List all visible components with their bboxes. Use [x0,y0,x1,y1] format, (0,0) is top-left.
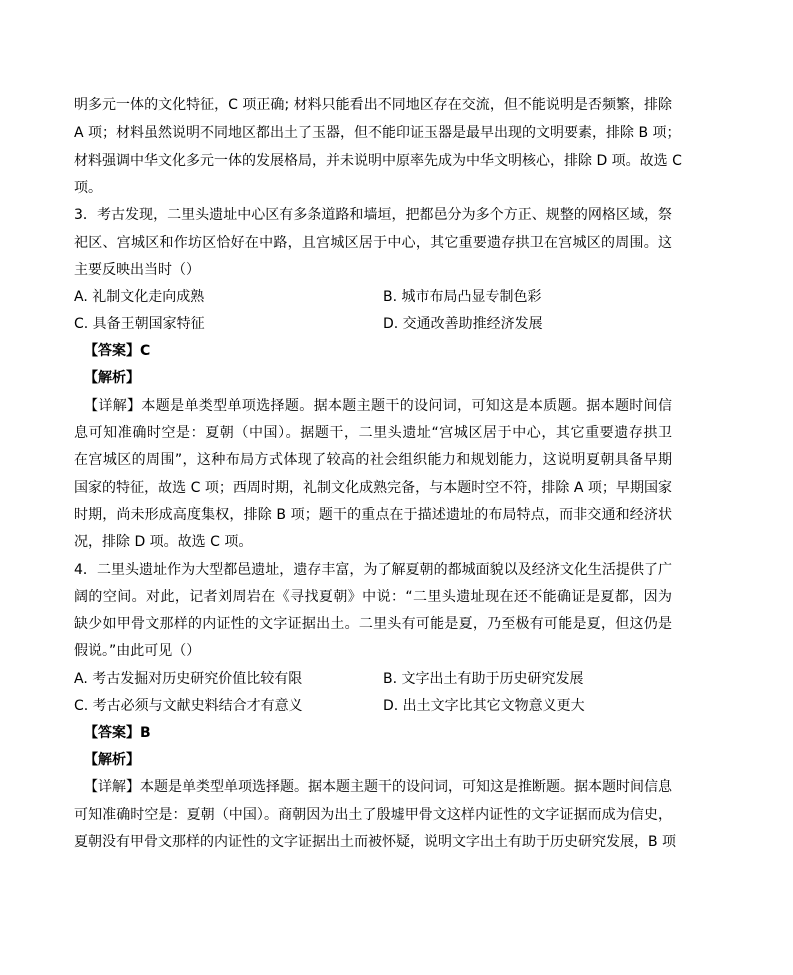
question-4-option-d: D. 出土文字比其它文物意义更大 [383,698,585,714]
question-3-option-c: C. 具备王朝国家特征 [74,316,205,332]
question-4-stem: 阔的空间。对此，记者刘周岩在《寻找夏朝》中说：“二里头遗址现在还不能确证是夏都，因为 [74,589,672,605]
question-3-answer: 【答案】C [84,343,151,359]
text-line: 材料强调中华文化多元一体的发展格局，并未说明中原率先成为中华文明核心，排除 D 项。故选 C [74,153,682,169]
question-3-option-b: B. 城市布局凸显专制色彩 [383,289,542,305]
question-3-stem: 主要反映出当时（） [74,262,200,278]
question-3-detail: 国家的特征，故选 C 项；西周时期，礼制文化成熟完备，与本题时空不符，排除 A 项；早期国家 [74,480,672,496]
question-3-stem: 3．考古发现，二里头遗址中心区有多条道路和墙垣，把都邑分为多个方正、规整的网格区域，祭 [74,207,672,223]
question-3-analysis-label: 【解析】 [84,370,140,386]
question-4-option-a: A. 考古发掘对历史研究价值比较有限 [74,671,303,687]
text-line: 明多元一体的文化特征，C 项正确; 材料只能看出不同地区存在交流，但不能说明是否频繁，排除 [74,97,672,113]
question-3-stem: 祀区、宫城区和作坊区恰好在中路，且宫城区居于中心，其它重要遗存拱卫在宫城区的周围。这 [74,235,672,251]
question-4-analysis-label: 【解析】 [84,752,140,768]
question-3-detail: 在宫城区的周围”，这种布局方式体现了较高的社会组织能力和规划能力，这说明夏朝具备早期 [74,452,672,468]
text-line: A 项；材料虽然说明不同地区都出土了玉器，但不能印证玉器是最早出现的文明要素，排除 B 项； [74,125,681,141]
question-3-option-a: A. 礼制文化走向成熟 [74,289,205,305]
question-4-option-c: C. 考古必须与文献史料结合才有意义 [74,698,303,714]
question-4-stem: 缺少如甲骨文那样的内证性的文字证据出土。二里头有可能是夏，乃至极有可能是夏，但这仍是 [74,616,672,632]
text-line: 项。 [74,180,102,196]
question-4-detail: 夏朝没有甲骨文那样的内证性的文字证据出土而被怀疑，说明文字出土有助于历史研究发展，B 项 [74,834,677,850]
question-4-option-b: B. 文字出土有助于历史研究发展 [383,671,584,687]
question-4-detail: 可知准确时空是：夏朝（中国）。商朝因为出土了殷墟甲骨文这样内证性的文字证据而成为信史， [74,807,672,823]
question-3-detail: 【详解】本题是单类型单项选择题。据本题主题干的设问词，可知这是本质题。据本题时间信 [84,398,672,414]
question-3-option-d: D. 交通改善助推经济发展 [383,316,543,332]
question-3-detail: 息可知准确时空是：夏朝（中国）。据题干，二里头遗址“宫城区居于中心，其它重要遗存拱卫 [74,425,672,441]
question-3-detail: 时期，尚未形成高度集权，排除 B 项；题干的重点在于描述遗址的布局特点，而非交通和经济状 [74,507,672,523]
question-3-detail: 况，排除 D 项。故选 C 项。 [74,534,253,550]
question-4-stem: 4．二里头遗址作为大型都邑遗址，遗存丰富，为了解夏朝的都城面貌以及经济文化生活提供了广 [74,562,672,578]
question-4-stem: 假说。”由此可见（） [74,643,201,659]
question-4-answer: 【答案】B [84,725,151,741]
question-4-detail: 【详解】本题是单类型单项选择题。据本题主题干的设问词，可知这是推断题。据本题时间信息 [84,779,672,795]
